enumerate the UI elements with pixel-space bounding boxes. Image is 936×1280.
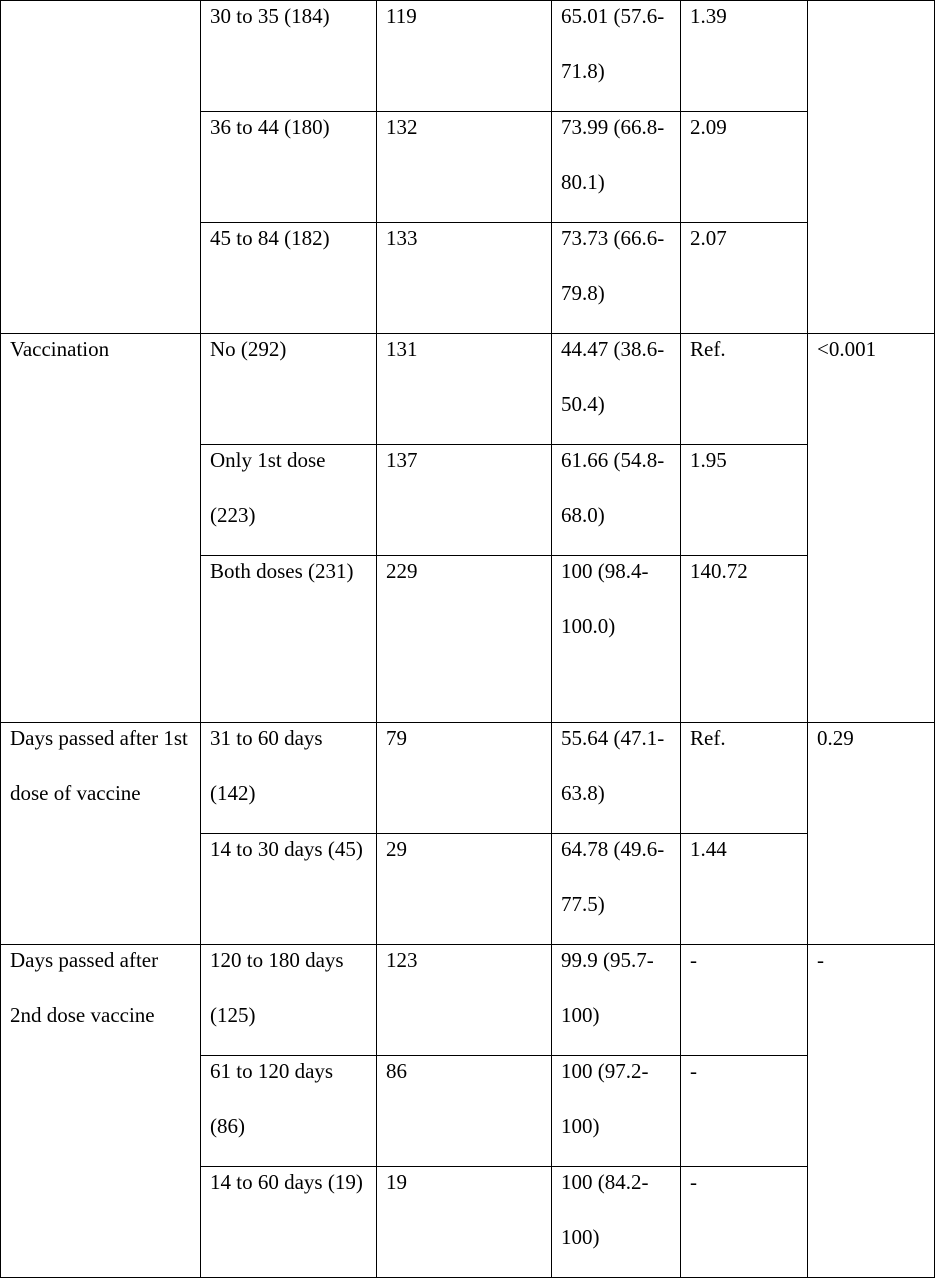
percent-ci-cell: 100 (97.2-100)	[552, 1056, 681, 1167]
category-cell: 120 to 180 days (125)	[201, 945, 377, 1056]
count-cell: 86	[377, 1056, 552, 1167]
percent-ci-cell: 61.66 (54.8-68.0)	[552, 445, 681, 556]
percent-ci-cell: 65.01 (57.6-71.8)	[552, 1, 681, 112]
variable-cell: Vaccination	[1, 334, 201, 723]
odds-ratio-cell: -	[681, 1167, 808, 1278]
percent-ci-cell: 73.73 (66.6-79.8)	[552, 223, 681, 334]
category-cell: 36 to 44 (180)	[201, 112, 377, 223]
percent-ci-cell: 73.99 (66.8-80.1)	[552, 112, 681, 223]
variable-cell: Days passed after 1st dose of vaccine	[1, 723, 201, 945]
percent-ci-cell: 64.78 (49.6-77.5)	[552, 834, 681, 945]
odds-ratio-cell: -	[681, 1056, 808, 1167]
count-cell: 133	[377, 223, 552, 334]
p-value-cell: 0.29	[808, 723, 935, 945]
variable-cell: Days passed after 2nd dose vaccine	[1, 945, 201, 1278]
p-value-cell: <0.001	[808, 334, 935, 723]
odds-ratio-cell: Ref.	[681, 723, 808, 834]
count-cell: 123	[377, 945, 552, 1056]
table-row	[1, 945, 935, 1056]
percent-ci-cell: 100 (98.4-100.0)	[552, 556, 681, 723]
category-cell: Both doses (231)	[201, 556, 377, 723]
variable-cell	[1, 1, 201, 334]
p-value-cell: -	[808, 945, 935, 1278]
category-cell: 61 to 120 days (86)	[201, 1056, 377, 1167]
odds-ratio-cell: Ref.	[681, 334, 808, 445]
category-cell: 45 to 84 (182)	[201, 223, 377, 334]
odds-ratio-cell: 1.95	[681, 445, 808, 556]
count-cell: 229	[377, 556, 552, 723]
count-cell: 119	[377, 1, 552, 112]
count-cell: 79	[377, 723, 552, 834]
percent-ci-cell: 55.64 (47.1-63.8)	[552, 723, 681, 834]
count-cell: 131	[377, 334, 552, 445]
count-cell: 19	[377, 1167, 552, 1278]
category-cell: 30 to 35 (184)	[201, 1, 377, 112]
category-cell: No (292)	[201, 334, 377, 445]
category-cell: Only 1st dose (223)	[201, 445, 377, 556]
odds-ratio-cell: 1.39	[681, 1, 808, 112]
p-value-cell	[808, 1, 935, 334]
count-cell: 132	[377, 112, 552, 223]
table-row	[1, 723, 935, 834]
percent-ci-cell: 100 (84.2-100)	[552, 1167, 681, 1278]
category-cell: 14 to 30 days (45)	[201, 834, 377, 945]
odds-ratio-cell: 140.72	[681, 556, 808, 723]
count-cell: 29	[377, 834, 552, 945]
odds-ratio-cell: 2.07	[681, 223, 808, 334]
category-cell: 31 to 60 days (142)	[201, 723, 377, 834]
percent-ci-cell: 44.47 (38.6-50.4)	[552, 334, 681, 445]
percent-ci-cell: 99.9 (95.7-100)	[552, 945, 681, 1056]
odds-ratio-cell: 1.44	[681, 834, 808, 945]
odds-ratio-cell: -	[681, 945, 808, 1056]
table-row	[1, 1, 935, 112]
count-cell: 137	[377, 445, 552, 556]
category-cell: 14 to 60 days (19)	[201, 1167, 377, 1278]
table-row	[1, 334, 935, 445]
odds-ratio-cell: 2.09	[681, 112, 808, 223]
